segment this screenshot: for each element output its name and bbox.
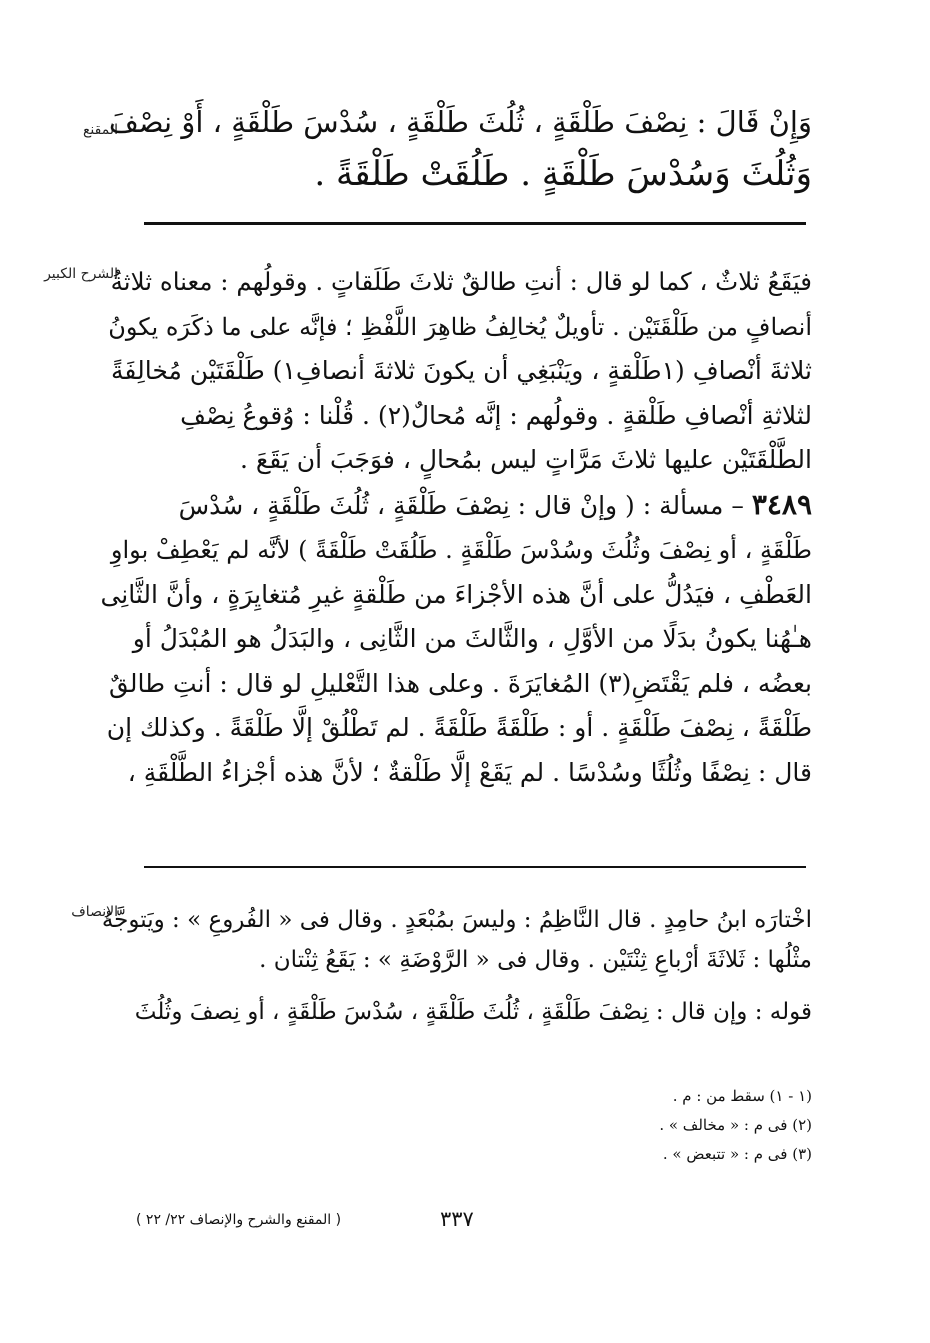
text-line: مثْلُها : ثَلاثَةَ أرْباعِ ثِنْتَيْن . وقال فى « الرَّوْضَةِ » : يَقَعُ ثِنْتان . [259,947,812,973]
text-line: بعضُه ، فلم يَقْتَضِ(٣) المُغايَرَةَ . وعلى هذا التَّعْليلِ لو قال : أنتِ طالقٌ [109,668,812,698]
footnote: (١ - ١) سقط من : م . [672,1087,812,1105]
text-line: قوله : وإن قال : نِصْفَ طَلْقَةٍ ، ثُلُثَ طَلْقَةٍ ، سُدْسَ طَلْقَةٍ ، أو نِصفَ وثُلُثَ [134,999,812,1025]
issue-text: – مسألة : ( وإنْ قال : نِصْفَ طَلْقَةٍ ، ثُلُثَ طَلْقَةٍ ، سُدْسَ [178,490,744,520]
footnote: (٣) فى م : « تتبعض » . [662,1145,812,1163]
footnote: (٢) فى م : « مخالف » . [659,1116,812,1134]
text-line: ثلاثةَ أنْصافِ (١طَلْقةٍ ، ويَنْبَغِي أن يكونَ ثلاثةَ أنصافِ١) طَلْقَتَيْن مُخالِفَةً [111,356,812,385]
section-divider [144,866,806,868]
page-number: ٣٣٧ [440,1207,474,1231]
text-line: هـٰهُنا يكونُ بدَلًا من الأوَّلِ ، والثَّالثَ من الثَّانِى ، والبَدَلُ هو المُبْدَلُ أو [132,624,812,653]
section-label-sharh: الشرح الكبير [44,266,118,282]
text-line: وَإِنْ قَالَ : نِصْفَ طَلْقَةٍ ، ثُلُثَ طَلْقَةٍ ، سُدْسَ طَلْقَةٍ ، أَوْ نِصْفَ [108,105,812,139]
text-line: الطَّلْقَتَيْن عليها ثلاثَ مَرَّاتٍ ليس بمُحالٍ ، فوَجَبَ أن يَقَعَ . [240,445,812,474]
insaf-text [100,900,812,1032]
text-line: قال : نِصْفًا وثُلُثًا وسُدْسًا . لم يَقَعْ إلَّا طَلْقةٌ ؛ لأنَّ هذه أجْزاءُ الطَّلْقَةِ ، [127,757,812,787]
text-line: اخْتارَه ابنُ حامِدٍ . قال النَّاظِمُ : وليسَ بمُبْعَدٍ . وقال فى « الفُروعِ » : ويَتوجَّهُ [101,907,812,933]
text-line: أنصافٍ من طَلْقَتَيْن . تأويلٌ يُخالِفُ ظاهِرَ اللَّفْظِ ؛ فإنَّه على ما ذكَرَه يكونُ [108,312,812,341]
text-line: العَطْفِ ، فيَدُلُّ على أنَّ هذه الأجْزاءَ من طَلْقةٍ غيرِ مُتغايِرَةٍ ، وأنَّ الثَّانِى [100,579,812,609]
running-title: ( المقنع والشرح والإنصاف ٢٢/ ٢٢ ) [136,1212,342,1228]
issue-number: ٣٤٨٩ [751,487,812,521]
issue-line [100,483,812,529]
text-line: طَلْقَةٍ ، أو نِصْفَ وثُلُثَ وسُدْسَ طَلْقَةٍ . طَلُقَتْ طَلْقَةً ) لأنَّه لم يَعْطِفْ بواوِ [110,536,812,564]
text-line: لثلاثةِ أنْصافِ طَلْقةٍ . وقولُهم : إنَّه مُحالٌ(٢) . قُلْنا : وُقوعُ نِصْفِ [180,400,812,430]
section-divider [144,222,806,225]
text-line: فيَقَعُ ثلاثٌ ، كما لو قال : أنتِ طالقٌ ثلاثَ طَلَقاتٍ . وقولُهم : معناه ثلاثةُ [110,267,812,296]
footnotes [659,1082,812,1169]
section-label-insaf: الإنصاف [71,904,118,920]
sharh-text [100,260,812,795]
text-line: وَثُلُثَ وَسُدْسَ طَلْقَةٍ . طَلُقَتْ طَلْقَةً . [314,154,812,194]
muqni-text [100,96,812,200]
section-label-muqni: المقنع [82,122,118,138]
text-line: طَلْقَةً ، نِصْفَ طَلْقَةٍ . أو : طَلْقَةً طَلْقَةً . لم تَطْلُقْ إلَّا طَلْقَةً . وكذلك إن [106,713,812,742]
